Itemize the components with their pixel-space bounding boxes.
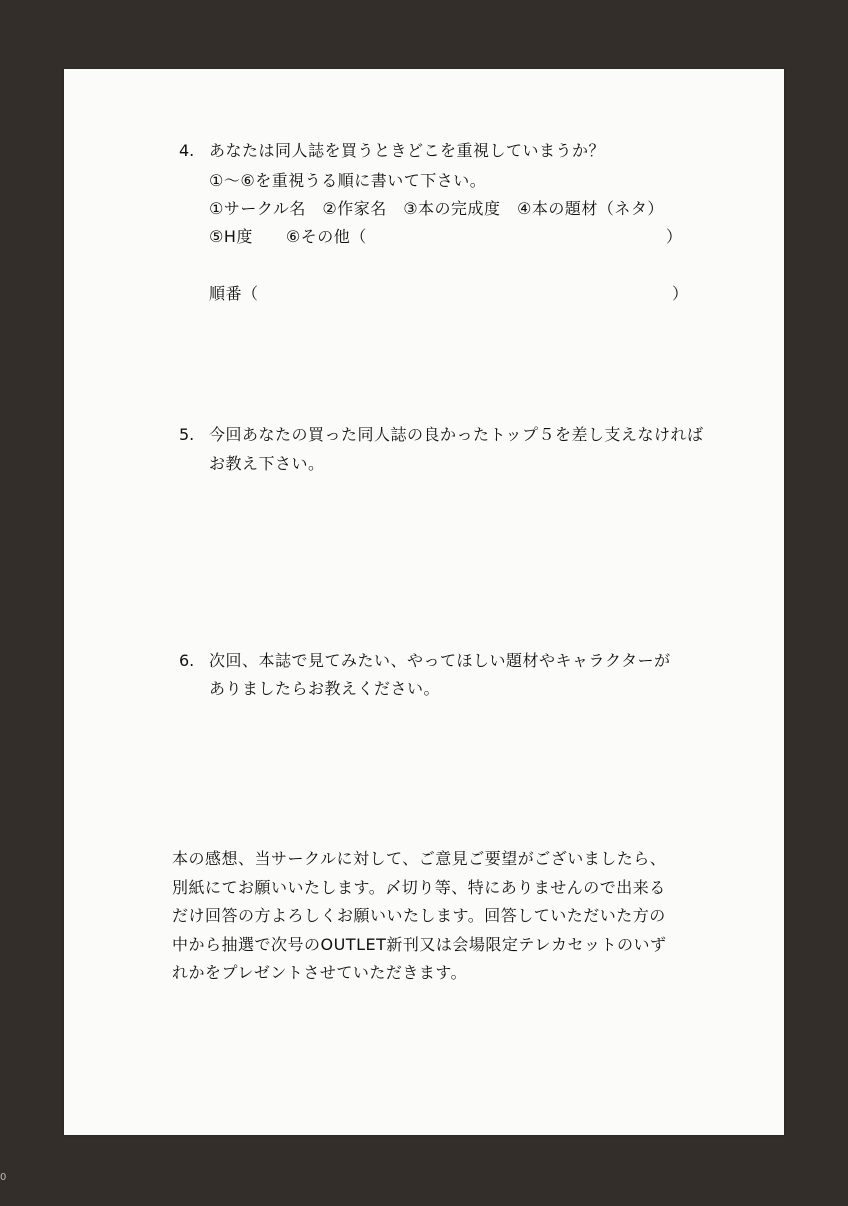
closing-line-2: 別紙にてお願いいたします。〆切り等、特にありませんので出来る [172,878,666,897]
page-corner-number: 0 [0,1172,7,1183]
question-4-order-close: ） [672,284,689,303]
question-4-text: あなたは同人誌を買うときどこを重視していまうか？ [209,141,606,160]
question-5-number: 5. [179,425,195,444]
question-4-options-row-2: ⑤H度 ⑥その他（ [209,227,367,246]
questionnaire-page [64,69,784,1135]
question-4-options-row-1: ①サークル名 ②作家名 ③本の完成度 ④本の題材（ネタ） [209,199,664,218]
question-5-text-2: お教え下さい。 [209,454,325,473]
question-4-other-close: ） [666,227,683,246]
closing-line-5: れかをプレゼントさせていただきます。 [172,963,468,982]
question-4-number: 4. [179,141,195,160]
question-4-order-label: 順番（ [209,284,259,303]
closing-line-3: だけ回答の方よろしくお願いいたします。回答していただいた方の [172,906,666,925]
closing-line-1: 本の感想、当サークルに対して、ご意見ご要望がございましたら、 [172,849,667,868]
question-4-instruction: ①〜⑥を重視うる順に書いて下さい。 [209,171,487,190]
question-6-number: 6. [179,651,195,670]
closing-line-4: 中から抽選で次号のOUTLET新刊又は会場限定テレカセットのいず [172,935,667,954]
question-6-text-2: ありましたらお教えください。 [209,679,441,698]
question-6-text: 次回、本誌で見てみたい、やってほしい題材やキャラクターが [209,651,671,670]
question-5-text: 今回あなたの買った同人誌の良かったトップ５を差し支えなければ [209,425,704,444]
